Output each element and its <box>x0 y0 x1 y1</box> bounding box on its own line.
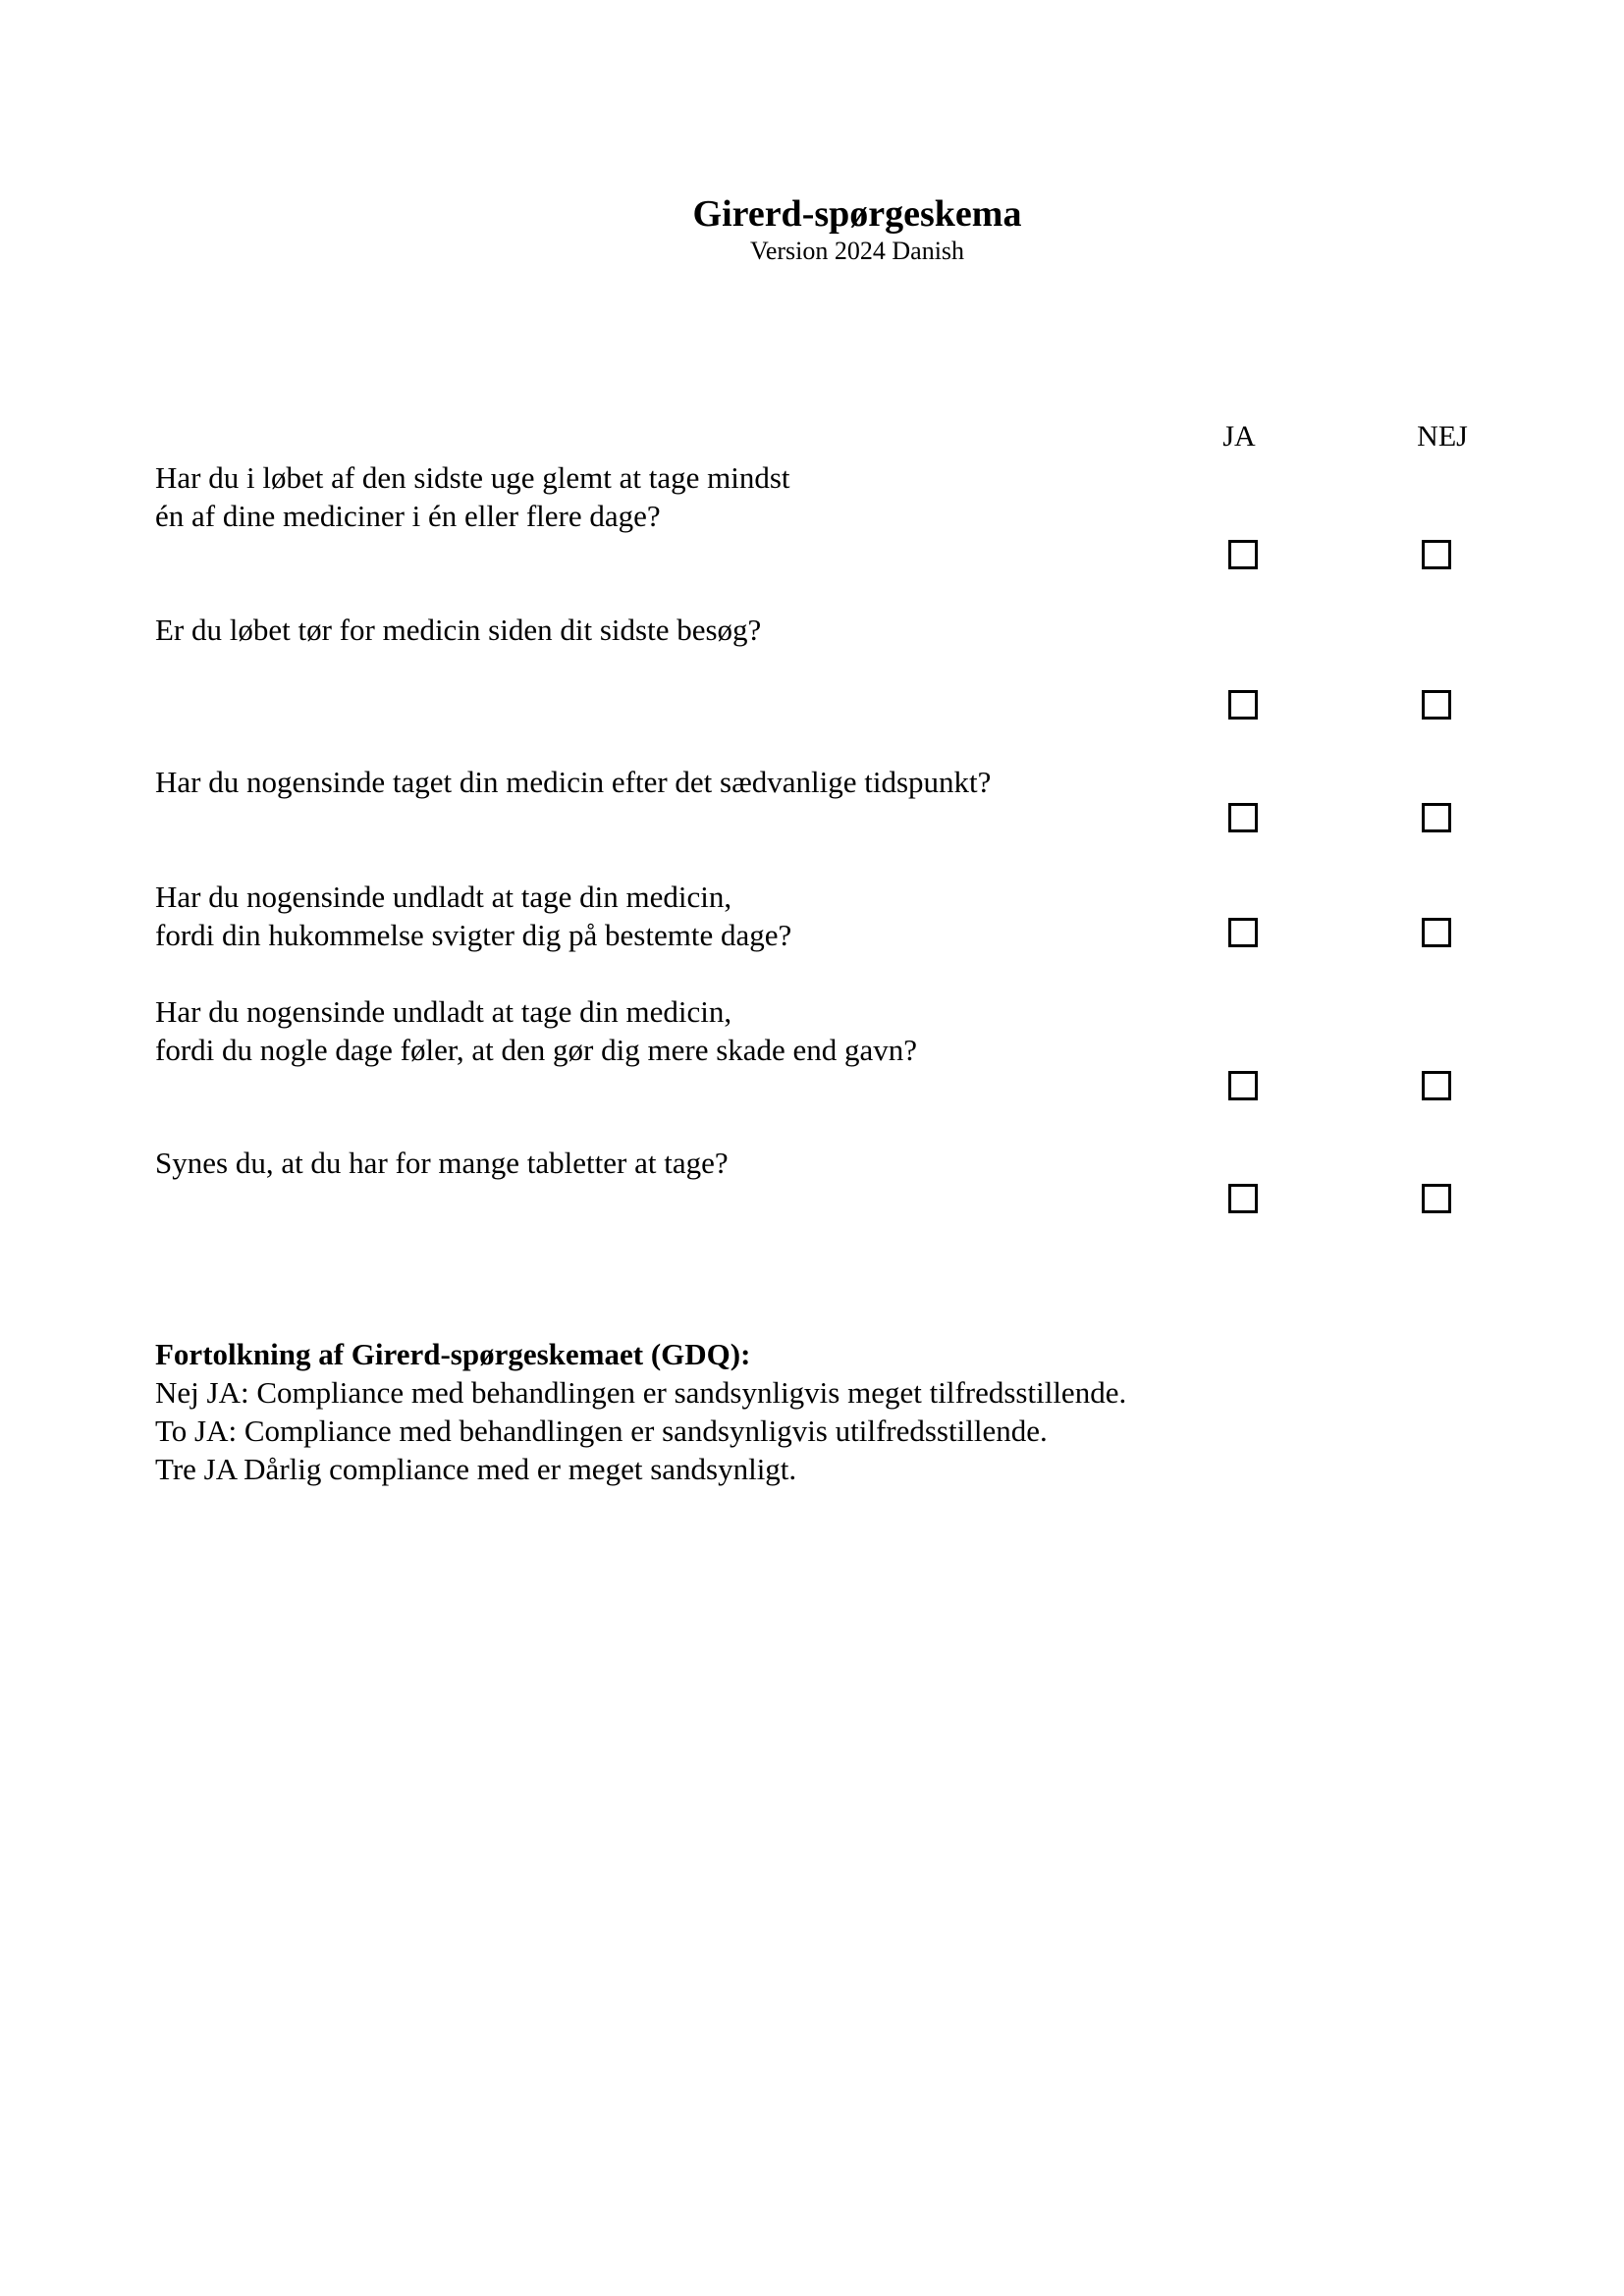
column-header-nej: NEJ <box>1417 420 1468 453</box>
interpretation-line-2: To JA: Compliance med behandlingen er sandsynligvis utilfredsstillende. <box>155 1414 1048 1448</box>
question-5-ja-checkbox[interactable] <box>1228 1071 1258 1100</box>
question-4-line-2: fordi din hukommelse svigter dig på bestemte dage? <box>155 918 792 952</box>
question-3-line-1: Har du nogensinde taget din medicin efter det sædvanlige tidspunkt? <box>155 765 992 799</box>
question-2-nej-checkbox[interactable] <box>1422 690 1451 720</box>
interpretation-title: Fortolkning af Girerd-spørgeskemaet (GDQ): <box>155 1337 751 1371</box>
question-6-ja-checkbox[interactable] <box>1228 1184 1258 1213</box>
question-4-ja-checkbox[interactable] <box>1228 918 1258 947</box>
question-2-line-1: Er du løbet tør for medicin siden dit sidste besøg? <box>155 613 762 647</box>
interpretation-line-3: Tre JA Dårlig compliance med er meget sandsynligt. <box>155 1452 797 1486</box>
interpretation-line-1: Nej JA: Compliance med behandlingen er sandsynligvis meget tilfredsstillende. <box>155 1375 1127 1410</box>
question-6-line-1: Synes du, at du har for mange tabletter at tage? <box>155 1146 729 1180</box>
question-3-nej-checkbox[interactable] <box>1422 803 1451 832</box>
question-2-ja-checkbox[interactable] <box>1228 690 1258 720</box>
question-1 <box>155 458 1186 535</box>
document-title: Girerd-spørgeskema <box>692 193 1022 235</box>
question-3 <box>155 763 1186 801</box>
question-1-ja-checkbox[interactable] <box>1228 540 1258 569</box>
question-1-line-2: én af dine mediciner i én eller flere dage? <box>155 499 661 533</box>
column-header-ja: JA <box>1222 420 1256 453</box>
question-6 <box>155 1144 1186 1182</box>
document-version: Version 2024 Danish <box>749 237 965 265</box>
question-1-line-1: Har du i løbet af den sidste uge glemt at tage mindst <box>155 460 790 495</box>
question-4-nej-checkbox[interactable] <box>1422 918 1451 947</box>
question-1-nej-checkbox[interactable] <box>1422 540 1451 569</box>
question-5-line-1: Har du nogensinde undladt at tage din medicin, <box>155 994 732 1029</box>
question-5 <box>155 992 1186 1069</box>
question-4-line-1: Har du nogensinde undladt at tage din medicin, <box>155 880 732 914</box>
question-5-line-2: fordi du nogle dage føler, at den gør dig mere skade end gavn? <box>155 1033 918 1067</box>
question-5-nej-checkbox[interactable] <box>1422 1071 1451 1100</box>
question-3-ja-checkbox[interactable] <box>1228 803 1258 832</box>
interpretation-section <box>155 1335 1333 1488</box>
question-4 <box>155 878 1186 954</box>
question-2 <box>155 611 1186 649</box>
question-6-nej-checkbox[interactable] <box>1422 1184 1451 1213</box>
